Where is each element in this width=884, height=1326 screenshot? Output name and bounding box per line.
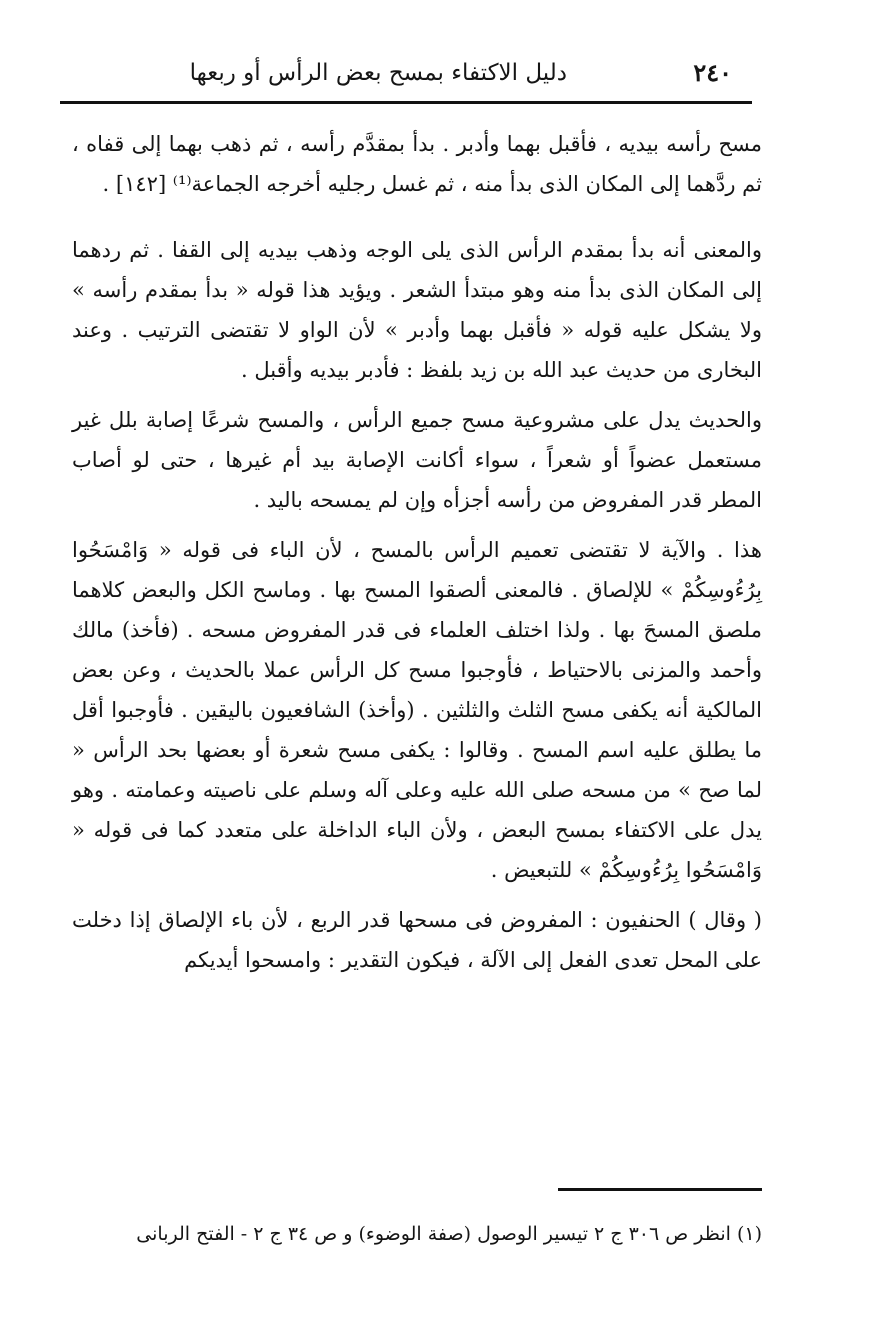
paragraph-spacer <box>72 390 762 400</box>
page-header <box>62 52 752 100</box>
footnote: (١) انظر ص ٣٠٦ ج ٢ تيسير الوصول (صفة الوضوء) و ص ٣٤ ج ٢ - الفتح الربانى <box>136 1223 762 1245</box>
paragraph: هذا . والآية لا تقتضى تعميم الرأس بالمسح ، لأن الباء فى قوله « وَامْسَحُوا بِرُءُوسِكُمْ » للإلصاق . فالمعنى ألصقوا المسح بها . وماسح الكل والبعض كلاهما ملصق المسحَ بها . ولذا اختلف العلماء فى قدر المفروض مسحه . (فأخذ) مالك وأحمد والمزنى بالاحتياط ، فأوجبوا مسح كل الرأس عملا بالحديث ، وعن بعض المالكية أنه يكفى مسح الثلث والثلثين . (وأخذ) الشافعيون باليقين . فأوجبوا أقل ما يطلق عليه اسم المسح . وقالوا : يكفى مسح شعرة أو بعضها بحد الرأس « لما صح » من مسحه صلى الله عليه وعلى آله وسلم على ناصيته وعمامته . وهو يدل على الاكتفاء بمسح البعض ، ولأن الباء الداخلة على متعدد كما فى قوله « وَامْسَحُوا بِرُءُوسِكُمْ » للتبعيض . <box>72 538 762 882</box>
paragraph: ( وقال ) الحنفيون : المفروض فى مسحها قدر الربع ، لأن باء الإلصاق إذا دخلت على المحل تعدى الفعل إلى الآلة ، فيكون التقدير : وامسحوا أيديكم <box>72 908 762 972</box>
body-text <box>72 124 762 980</box>
paragraph-spacer <box>72 890 762 900</box>
header-rule <box>60 101 752 104</box>
running-title: دليل الاكتفاء بمسح بعض الرأس أو ربعها <box>189 60 567 86</box>
paragraph-spacer <box>72 520 762 530</box>
paragraph: مسح رأسه بيديه ، فأقبل بهما وأدبر . بدأ بمقدَّم رأسه ، ثم ذهب بهما إلى قفاه ، ثم ردَّهما إلى المكان الذى بدأ منه ، ثم غسل رجليه أخرجه الجماعة⁽¹⁾ [١٤٢] . <box>72 132 762 196</box>
page-number: ٢٤٠ <box>693 58 732 87</box>
paragraph: والمعنى أنه بدأ بمقدم الرأس الذى يلى الوجه وذهب بيديه إلى القفا . ثم ردهما إلى المكان الذى بدأ منه وهو مبتدأ الشعر . ويؤيد هذا قوله « بدأ بمقدم رأسه » ولا يشكل عليه قوله « فأقبل بهما وأدبر » لأن الواو لا تقتضى الترتيب . وعند البخارى من حديث عبد الله بن زيد بلفظ : فأدبر بيديه وأقبل . <box>72 238 762 382</box>
paragraph-spacer <box>72 204 762 230</box>
footnote-rule <box>558 1188 762 1191</box>
paragraph: والحديث يدل على مشروعية مسح جميع الرأس ، والمسح شرعًا إصابة بلل غير مستعمل عضواً أو شعراً ، سواء أكانت الإصابة بيد أم غيرها ، حتى لو أصاب المطر قدر المفروض من رأسه أجزأه وإن لم يمسحه باليد . <box>72 408 762 512</box>
